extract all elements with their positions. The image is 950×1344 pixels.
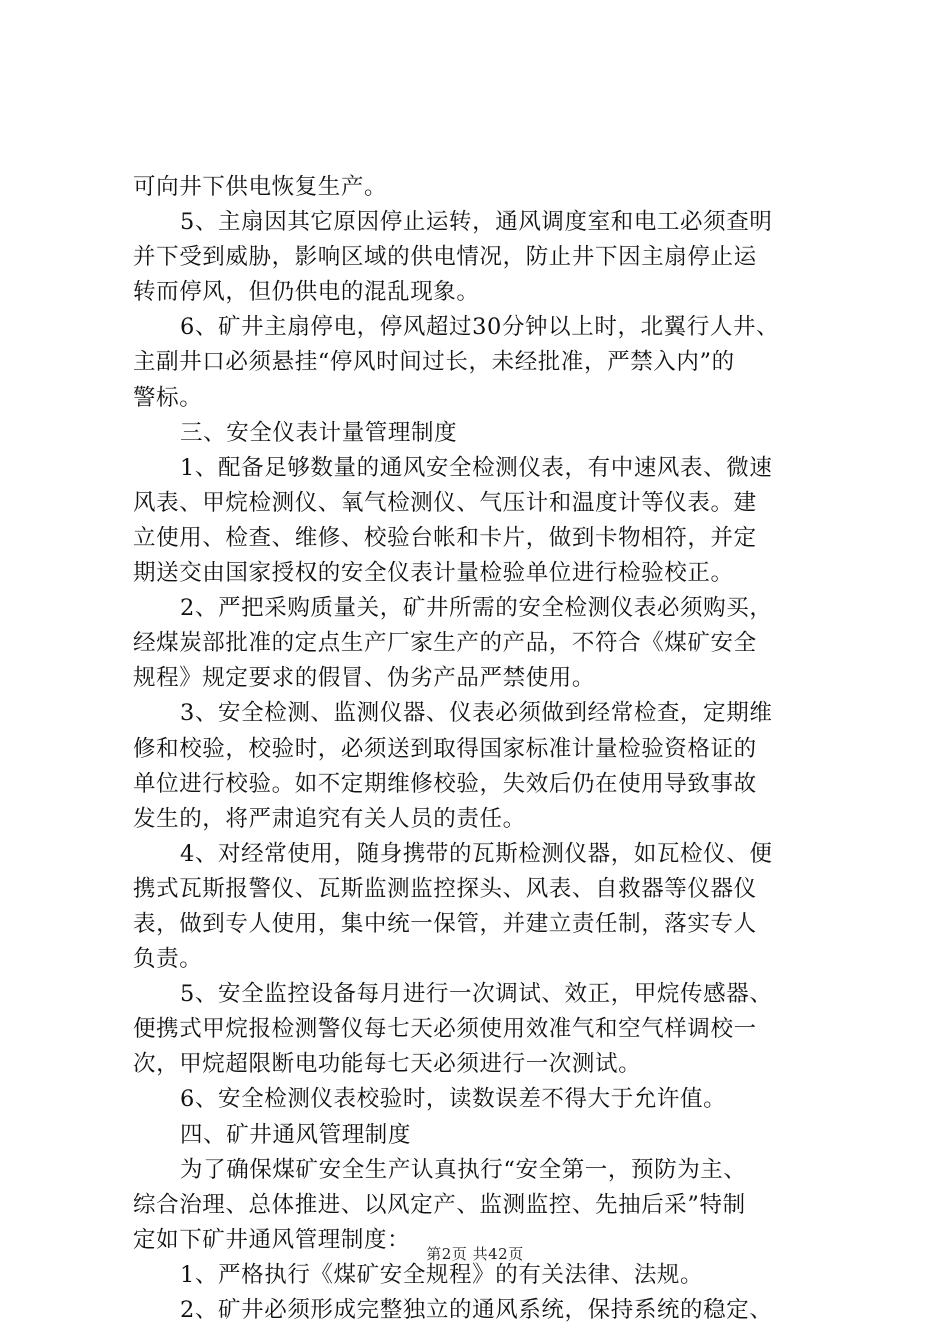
text-line: 期送交由国家授权的安全仪表计量检验单位进行检验校正。 — [133, 560, 734, 587]
text-line: 5、安全监控设备每月进行一次调试、效正，甲烷传感器、 — [180, 981, 773, 1008]
text-line: 为了确保煤矿安全生产认真执行“安全第一，预防为主、 — [180, 1156, 747, 1183]
text-line: 主副井口必须悬挂“停风时间过长，未经批准，严禁入内”的 — [133, 349, 735, 376]
page-footer: 第2页 共42页 — [426, 1245, 524, 1263]
text-line: 1、配备足够数量的通风安全检测仪表，有中速风表、微速 — [180, 454, 773, 481]
text-line: 修和校验，校验时，必须送到取得国家标准计量检验资格证的 — [133, 735, 757, 762]
text-line: 4、对经常使用，随身携带的瓦斯检测仪器，如瓦检仪、便 — [180, 840, 773, 867]
text-line: 可向井下供电恢复生产。 — [133, 174, 388, 200]
text-line: 单位进行校验。如不定期维修校验，失效后仍在使用导致事故 — [133, 770, 757, 797]
text-line: 经煤炭部批准的定点生产厂家生产的产品，不符合《煤矿安全 — [133, 630, 757, 657]
text-line: 表，做到专人使用，集中统一保管，并建立责任制，落实专人 — [133, 910, 757, 937]
text-line: 负责。 — [133, 946, 203, 973]
text-line: 转而停风，但仍供电的混乱现象。 — [133, 279, 480, 306]
text-line: 定如下矿井通风管理制度： — [133, 1226, 411, 1253]
text-line: 发生的，将严肃追究有关人员的责任。 — [133, 805, 526, 832]
text-line: 立使用、检查、维修、校验台帐和卡片，做到卡物相符，并定 — [133, 524, 757, 551]
text-line: 综合治理、总体推进、以风定产、监测监控、先抽后采”特制 — [133, 1191, 746, 1218]
text-line: 并下受到威胁，影响区域的供电情况，防止井下因主扇停止运 — [133, 244, 757, 271]
text-line: 便携式甲烷报检测警仪每七天必须使用效准气和空气样调校一 — [133, 1016, 757, 1043]
text-line: 5、主扇因其它原因停止运转，通风调度室和电工必须查明 — [180, 209, 773, 236]
text-line: 次，甲烷超限断电功能每七天必须进行一次测试。 — [133, 1051, 642, 1078]
text-line: 6、矿井主扇停电，停风超过30分钟以上时，北翼行人井、 — [180, 314, 780, 341]
text-line: 1、严格执行《煤矿安全规程》的有关法律、法规。 — [180, 1261, 704, 1288]
text-line: 警标。 — [133, 384, 203, 411]
text-line: 携式瓦斯报警仪、瓦斯监测监控探头、风表、自救器等仪器仪 — [133, 875, 757, 902]
text-line: 三、安全仪表计量管理制度 — [180, 419, 458, 446]
text-line: 四、矿井通风管理制度 — [180, 1121, 412, 1148]
text-line: 6、安全检测仪表校验时，读数误差不得大于允许值。 — [180, 1086, 727, 1113]
text-line: 风表、甲烷检测仪、氧气检测仪、气压计和温度计等仪表。建 — [133, 489, 757, 516]
text-line: 3、安全检测、监测仪器、仪表必须做到经常检查，定期维 — [180, 700, 773, 727]
text-line: 规程》规定要求的假冒、伪劣产品严禁使用。 — [133, 665, 596, 692]
text-line: 2、矿井必须形成完整独立的通风系统，保持系统的稳定、 — [180, 1297, 773, 1323]
text-line: 2、严把采购质量关，矿井所需的安全检测仪表必须购买， — [180, 595, 773, 622]
document-body — [133, 170, 833, 1328]
